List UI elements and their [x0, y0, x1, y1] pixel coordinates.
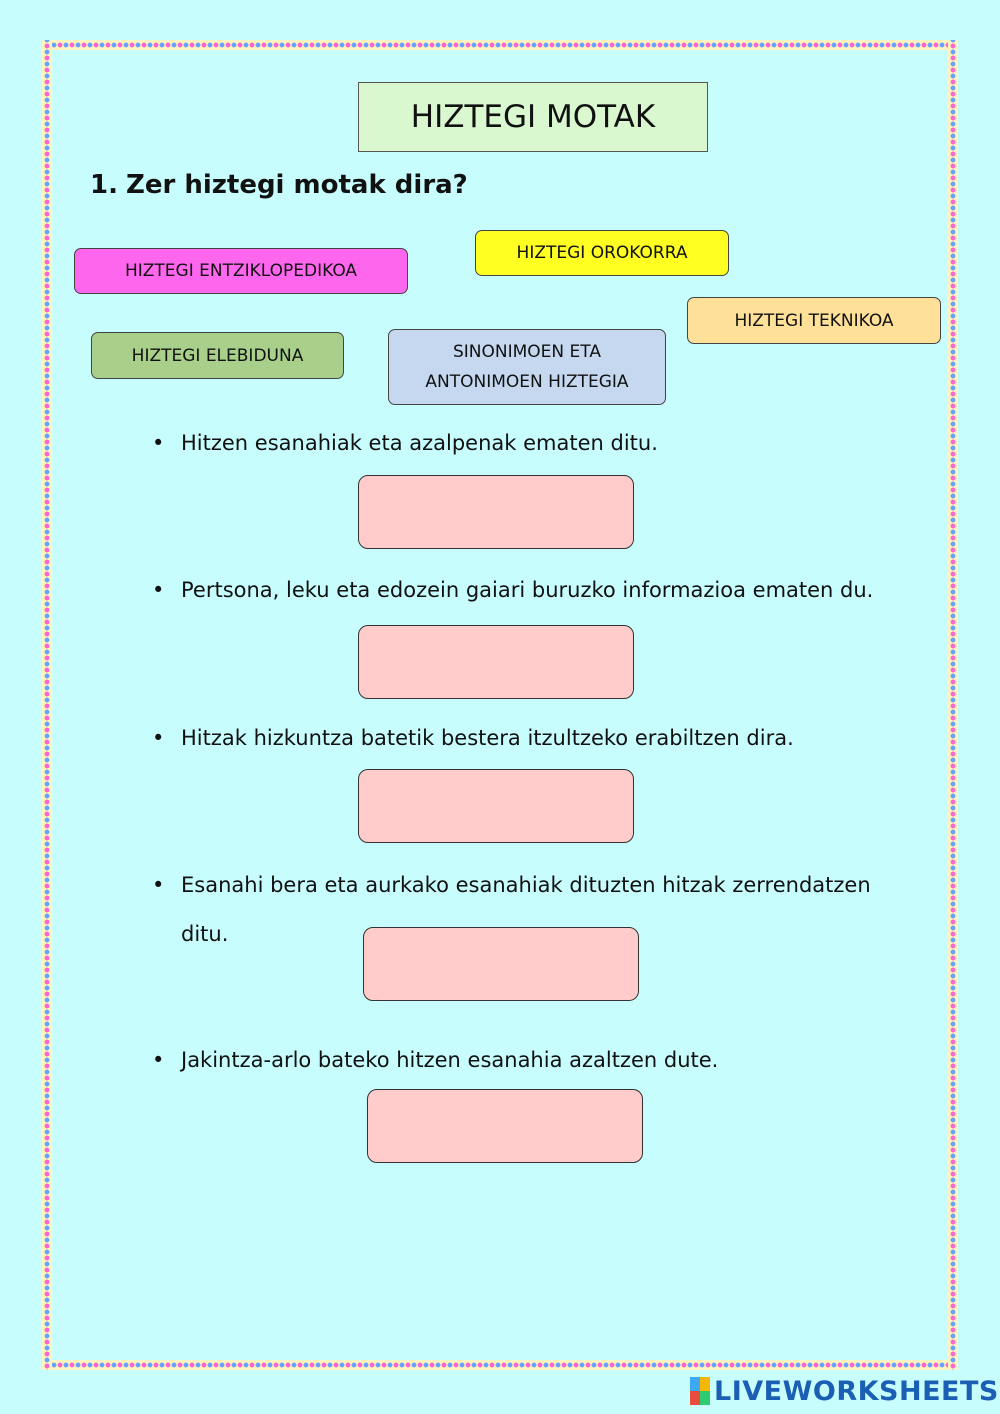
option-label-line1: SINONIMOEN ETA	[453, 342, 601, 362]
bullet-icon: •	[152, 431, 165, 455]
definition-item	[152, 566, 922, 615]
question-number: 1.	[90, 170, 118, 200]
definition-text: Esanahi bera eta aurkako esanahiak dituzten hitzak zerrendatzen ditu.	[181, 873, 871, 946]
footer-brand	[690, 1374, 999, 1408]
definition-text: Jakintza-arlo bateko hitzen esanahia azaltzen dute.	[181, 1048, 719, 1072]
question-heading	[90, 170, 468, 200]
option-label: HIZTEGI OROKORRA	[516, 243, 688, 263]
definition-text: Pertsona, leku eta edozein gaiari buruzko informazioa ematen du.	[181, 578, 874, 602]
answer-drop-box[interactable]	[358, 475, 634, 549]
answer-drop-box[interactable]	[358, 625, 634, 699]
question-text: Zer hiztegi motak dira?	[125, 170, 468, 200]
option-chip-teknikoa[interactable]	[687, 297, 941, 344]
definition-text: Hitzak hizkuntza batetik bestera itzultzeko erabiltzen dira.	[181, 726, 794, 750]
brand-name: LIVEWORKSHEETS	[714, 1375, 999, 1407]
answer-drop-box[interactable]	[358, 769, 634, 843]
option-label: HIZTEGI TEKNIKOA	[734, 310, 894, 331]
bullet-icon: •	[152, 578, 165, 602]
bullet-icon: •	[152, 1048, 165, 1072]
page-title	[358, 82, 708, 152]
option-chip-sinonimoak[interactable]	[388, 329, 666, 405]
option-chip-orokorra[interactable]	[475, 230, 729, 276]
option-label: HIZTEGI ELEBIDUNA	[131, 345, 304, 366]
definition-item	[152, 419, 922, 468]
definition-item	[152, 714, 922, 763]
decorative-border-left	[42, 40, 52, 1370]
decorative-border-top	[42, 40, 958, 50]
liveworksheets-logo-icon	[690, 1377, 710, 1405]
bullet-icon: •	[152, 726, 165, 750]
definition-item	[152, 1036, 922, 1085]
option-label-line2: ANTONIMOEN HIZTEGIA	[425, 372, 629, 392]
option-chip-elebiduna[interactable]	[91, 332, 344, 379]
answer-drop-box[interactable]	[367, 1089, 643, 1163]
option-chip-entziklopedikoa[interactable]	[74, 248, 408, 294]
page-title-text: HIZTEGI MOTAK	[410, 99, 656, 135]
decorative-border-bottom	[42, 1360, 958, 1370]
answer-drop-box[interactable]	[363, 927, 639, 1001]
definition-text: Hitzen esanahiak eta azalpenak ematen ditu.	[181, 431, 658, 455]
option-label: HIZTEGI ENTZIKLOPEDIKOA	[124, 261, 358, 281]
bullet-icon: •	[152, 873, 165, 897]
decorative-border-right	[948, 40, 958, 1370]
